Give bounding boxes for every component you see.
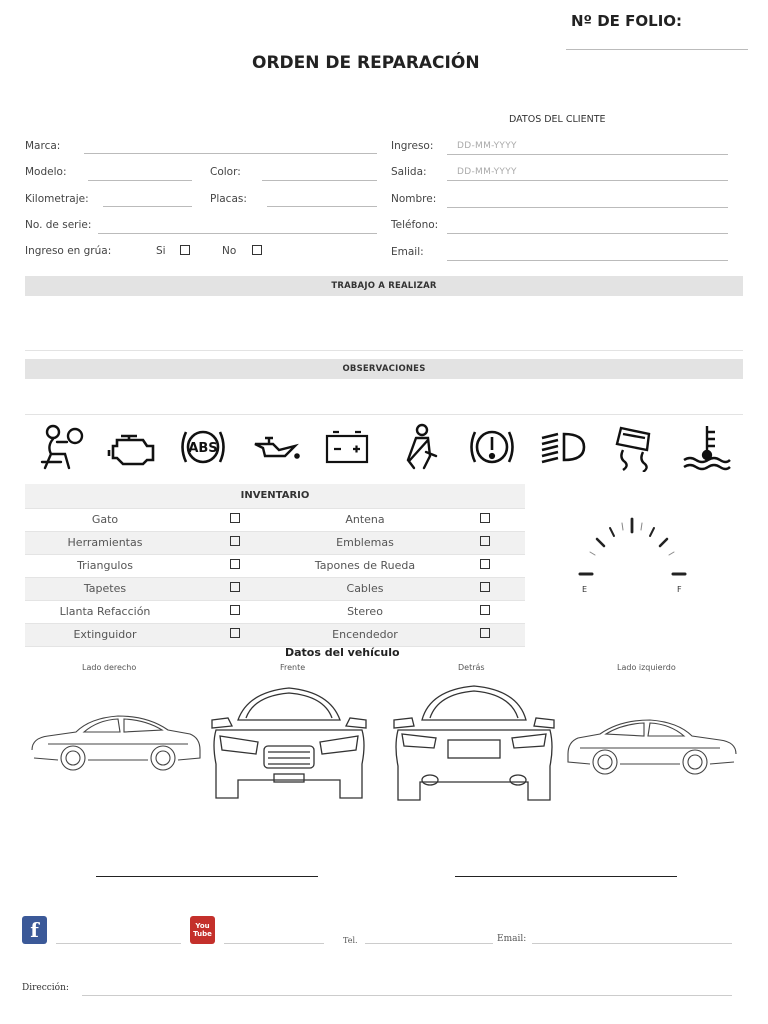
car-left-side-image[interactable]	[565, 712, 740, 782]
grua-label: Ingreso en grúa:	[25, 245, 112, 257]
table-row	[25, 623, 525, 646]
ingreso-field[interactable]	[447, 154, 728, 155]
inventory-item: Extinguidor	[25, 623, 185, 646]
trabajo-header: TRABAJO A REALIZAR	[25, 276, 743, 296]
traction-icon[interactable]	[609, 422, 659, 476]
grua-no-label: No	[222, 245, 237, 257]
inventory-item: Emblemas	[285, 531, 445, 554]
inventory-checkbox[interactable]	[480, 628, 490, 638]
inventory-checkbox[interactable]	[480, 536, 490, 546]
telefono-field[interactable]	[447, 233, 728, 234]
inventory-checkbox[interactable]	[230, 605, 240, 615]
telefono-label: Teléfono:	[391, 219, 439, 231]
ingreso-label: Ingreso:	[391, 140, 434, 152]
inventory-table-wrapper	[25, 484, 525, 647]
table-row	[25, 531, 525, 554]
view-label-front: Frente	[280, 663, 306, 672]
table-row	[25, 554, 525, 577]
abs-icon[interactable]	[178, 422, 228, 476]
tel-label: Tel.	[343, 936, 358, 945]
svg-text:ABS: ABS	[188, 441, 218, 456]
vehicle-views-title: Datos del vehículo	[285, 646, 400, 659]
client-section-title: DATOS DEL CLIENTE	[509, 114, 606, 125]
fuel-empty-label: E	[582, 585, 588, 594]
footer-email-label: Email:	[497, 934, 527, 944]
car-front-image[interactable]	[208, 684, 370, 806]
kilometraje-field[interactable]	[103, 206, 192, 207]
inventory-checkbox[interactable]	[230, 628, 240, 638]
folio-label: Nº DE FOLIO:	[571, 12, 683, 30]
email-label: Email:	[391, 246, 424, 258]
observaciones-area[interactable]	[25, 379, 743, 415]
car-right-side-image[interactable]	[28, 708, 203, 778]
view-label-right: Lado derecho	[82, 663, 137, 672]
airbag-icon[interactable]	[37, 422, 87, 476]
facebook-icon[interactable]: f	[22, 916, 47, 944]
folio-input[interactable]	[566, 49, 748, 50]
coolant-icon[interactable]	[682, 422, 732, 476]
battery-icon[interactable]	[322, 422, 372, 476]
engine-icon[interactable]	[107, 422, 157, 476]
color-field[interactable]	[262, 180, 377, 181]
table-row	[25, 508, 525, 531]
inventory-checkbox[interactable]	[230, 536, 240, 546]
marca-label: Marca:	[25, 140, 61, 152]
inventory-item: Encendedor	[285, 623, 445, 646]
inventory-table	[25, 484, 525, 647]
color-label: Color:	[210, 166, 241, 178]
placas-label: Placas:	[210, 193, 247, 205]
direccion-field[interactable]	[82, 995, 732, 996]
nombre-field[interactable]	[447, 207, 728, 208]
facebook-field[interactable]	[56, 943, 181, 944]
brake-icon[interactable]	[467, 422, 517, 476]
inventory-checkbox[interactable]	[480, 605, 490, 615]
view-label-back: Detrás	[458, 663, 485, 672]
inventory-checkbox[interactable]	[230, 582, 240, 592]
observaciones-header: OBSERVACIONES	[25, 359, 743, 379]
footer-email-field[interactable]	[532, 943, 732, 944]
youtube-icon[interactable]: You Tube	[190, 916, 215, 944]
serie-label: No. de serie:	[25, 219, 92, 231]
marca-field[interactable]	[84, 153, 377, 154]
table-row	[25, 600, 525, 623]
view-label-left: Lado izquierdo	[617, 663, 676, 672]
inventory-title: INVENTARIO	[25, 484, 525, 508]
modelo-field[interactable]	[88, 180, 192, 181]
inventory-checkbox[interactable]	[230, 513, 240, 523]
youtube-field[interactable]	[224, 943, 324, 944]
trabajo-area[interactable]	[25, 296, 743, 351]
placas-field[interactable]	[267, 206, 377, 207]
car-back-image[interactable]	[390, 682, 558, 806]
signature-line-right[interactable]	[455, 876, 677, 877]
salida-placeholder: DD-MM-YYYY	[457, 167, 517, 177]
inventory-item: Triangulos	[25, 554, 185, 577]
grua-si-label: Si	[156, 245, 166, 257]
oil-icon[interactable]	[251, 422, 301, 476]
grua-no-checkbox[interactable]	[252, 245, 262, 255]
signature-line-left[interactable]	[96, 876, 318, 877]
inventory-item: Stereo	[285, 600, 445, 623]
modelo-label: Modelo:	[25, 166, 67, 178]
tel-field[interactable]	[365, 943, 493, 944]
seatbelt-icon[interactable]	[396, 422, 446, 476]
inventory-checkbox[interactable]	[230, 559, 240, 569]
salida-field[interactable]	[447, 180, 728, 181]
inventory-checkbox[interactable]	[480, 559, 490, 569]
inventory-item: Tapetes	[25, 577, 185, 600]
ingreso-placeholder: DD-MM-YYYY	[457, 141, 517, 151]
grua-si-checkbox[interactable]	[180, 245, 190, 255]
page-title: ORDEN DE REPARACIÓN	[252, 53, 480, 73]
headlight-icon[interactable]	[538, 422, 588, 476]
fuel-full-label: F	[677, 585, 682, 594]
table-row	[25, 577, 525, 600]
inventory-item: Cables	[285, 577, 445, 600]
nombre-label: Nombre:	[391, 193, 437, 205]
inventory-item: Antena	[285, 508, 445, 531]
inventory-checkbox[interactable]	[480, 582, 490, 592]
serie-field[interactable]	[98, 233, 377, 234]
direccion-label: Dirección:	[22, 983, 69, 993]
inventory-item: Gato	[25, 508, 185, 531]
inventory-item: Llanta Refacción	[25, 600, 185, 623]
inventory-item: Herramientas	[25, 531, 185, 554]
salida-label: Salida:	[391, 166, 427, 178]
kilometraje-label: Kilometraje:	[25, 193, 89, 205]
inventory-item: Tapones de Rueda	[285, 554, 445, 577]
email-field[interactable]	[447, 260, 728, 261]
inventory-checkbox[interactable]	[480, 513, 490, 523]
